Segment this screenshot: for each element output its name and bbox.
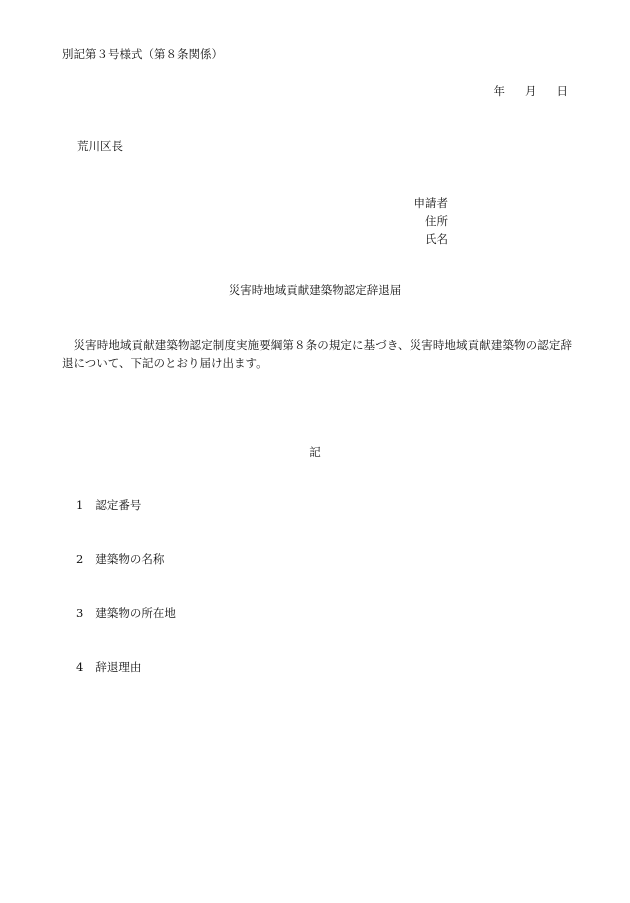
date-line — [494, 86, 569, 98]
item-label: 建築物の所在地 — [95, 606, 176, 620]
applicant-block — [414, 194, 449, 248]
item-label: 辞退理由 — [95, 660, 142, 674]
body-text: 災害時地域貢献建築物認定制度実施要綱第８条の規定に基づき、災害時地域貢献建築物の認定辞退について、下記のとおり届け出ます。 — [62, 338, 572, 370]
item-building-name — [76, 554, 164, 566]
applicant-address-label: 住所 — [425, 214, 448, 228]
year-label: 年 — [493, 84, 505, 98]
ki-heading: 記 — [309, 445, 321, 459]
applicant-name-label: 氏名 — [425, 232, 448, 246]
item-number: 2 — [76, 552, 84, 566]
item-withdrawal-reason — [76, 662, 141, 674]
applicant-heading: 申請者 — [413, 196, 448, 210]
month-label: 月 — [525, 84, 537, 98]
day-label: 日 — [556, 84, 568, 98]
document-title: 災害時地域貢献建築物認定辞退届 — [228, 283, 402, 297]
item-number: 3 — [76, 606, 84, 620]
item-label: 認定番号 — [95, 498, 142, 512]
form-number: 別記第３号様式（第８条関係） — [62, 47, 223, 61]
recipient: 荒川区長 — [77, 139, 123, 153]
item-label: 建築物の名称 — [95, 552, 165, 566]
item-building-location — [76, 608, 176, 620]
item-number: 4 — [76, 660, 84, 674]
item-number: 1 — [76, 498, 84, 512]
item-certification-number — [76, 500, 141, 512]
